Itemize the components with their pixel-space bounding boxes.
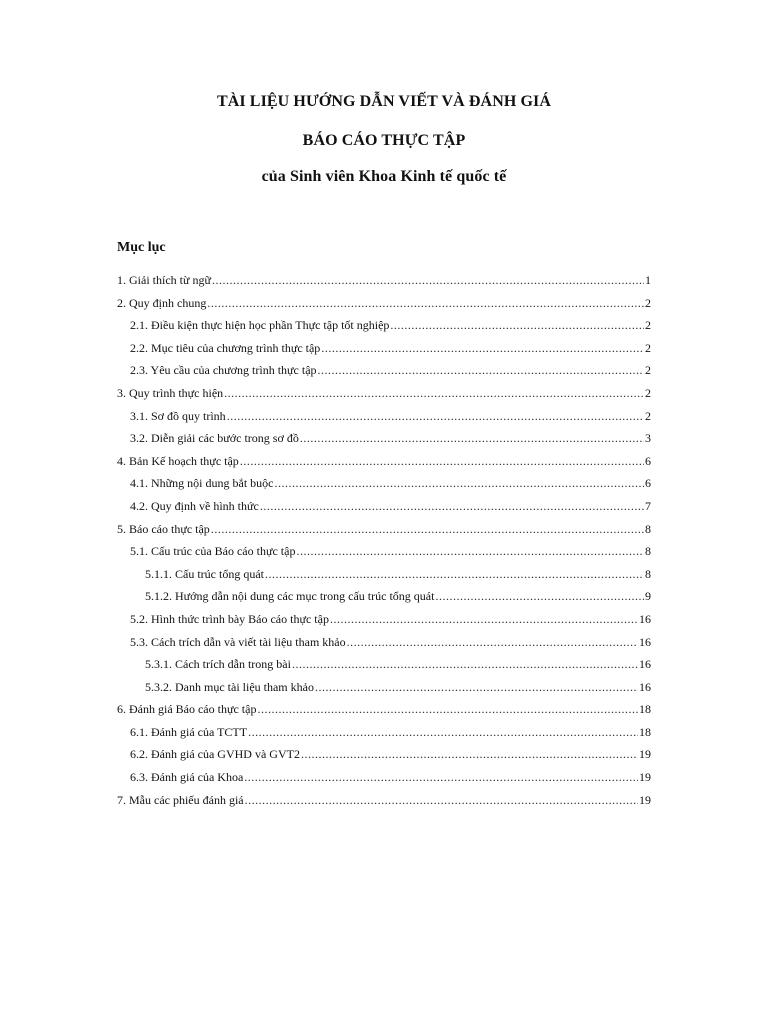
toc-entry[interactable] xyxy=(117,405,651,428)
toc-entry-label: 6.3. Đánh giá của Khoa xyxy=(130,770,244,785)
toc-entry[interactable] xyxy=(117,382,651,405)
toc-entry[interactable] xyxy=(117,563,651,586)
toc-entry-page: 7 xyxy=(645,498,651,513)
toc-entry-label: 4.2. Quy định về hình thức xyxy=(130,498,259,513)
toc-entry-page: 2 xyxy=(645,318,651,333)
toc-entry[interactable] xyxy=(117,585,651,608)
toc-entry[interactable] xyxy=(117,698,651,721)
toc-entry-page: 18 xyxy=(639,724,651,739)
toc-entry-label: 1. Giải thích từ ngữ xyxy=(117,273,211,287)
toc-entry-page: 16 xyxy=(639,634,651,649)
toc-entry-label: 6.2. Đánh giá của GVHD và GVT2 xyxy=(130,747,300,762)
toc-entry[interactable] xyxy=(117,766,651,789)
toc-entry[interactable] xyxy=(117,676,651,699)
toc-entry-page: 16 xyxy=(639,657,651,672)
toc-entry[interactable] xyxy=(117,721,651,744)
toc-entry-page: 8 xyxy=(645,566,651,581)
toc-entry-label: 5.3.2. Danh mục tài liệu tham khảo xyxy=(145,679,314,694)
toc-entry[interactable] xyxy=(117,743,651,766)
toc-entry-page: 2 xyxy=(645,340,651,355)
toc-entry-label: 5.1.1. Cấu trúc tổng quát xyxy=(145,566,264,581)
toc-entry[interactable] xyxy=(117,631,651,654)
toc-entry-label: 2.3. Yêu cầu của chương trình thực tập xyxy=(130,363,317,378)
toc-entry-page: 9 xyxy=(645,589,651,604)
toc-heading: Mục lục xyxy=(117,240,166,255)
toc-entry-page: 19 xyxy=(639,770,651,785)
toc-dot-leader xyxy=(224,382,644,405)
toc-dot-leader xyxy=(390,314,644,337)
toc-entry-page: 6 xyxy=(645,453,651,468)
toc-dot-leader xyxy=(244,766,638,789)
toc-entry[interactable] xyxy=(117,359,651,382)
toc-dot-leader xyxy=(318,359,644,382)
toc-entry-label: 3.2. Diễn giải các bước trong sơ đồ xyxy=(130,431,299,446)
toc-entry-label: 5.1.2. Hướng dẫn nội dung các mục trong cấu trúc tổng quát xyxy=(145,589,435,604)
toc-entry-page: 2 xyxy=(645,408,651,423)
toc-dot-leader xyxy=(211,518,644,541)
toc-entry[interactable] xyxy=(117,314,651,337)
toc-entry-label: 3.1. Sơ đồ quy trình xyxy=(130,408,226,423)
toc-entry-label: 2. Quy định chung xyxy=(117,295,207,310)
toc-entry-page: 8 xyxy=(645,521,651,536)
toc-dot-leader xyxy=(321,337,644,360)
toc-entry-label: 7. Mẫu các phiếu đánh giá xyxy=(117,792,244,807)
toc-entry[interactable] xyxy=(117,269,651,292)
toc-dot-leader xyxy=(300,427,644,450)
toc-entry-label: 3. Quy trình thực hiện xyxy=(117,385,224,400)
toc-entry-page: 2 xyxy=(645,363,651,378)
table-of-contents xyxy=(117,269,651,811)
toc-dot-leader xyxy=(347,631,638,654)
document-audience: của Sinh viên Khoa Kinh tế quốc tế xyxy=(261,168,507,185)
toc-entry-label: 5. Báo cáo thực tập xyxy=(117,521,210,536)
toc-entry-label: 6.1. Đánh giá của TCTT xyxy=(130,724,248,739)
toc-dot-leader xyxy=(301,743,638,766)
toc-dot-leader xyxy=(296,540,644,563)
toc-entry-page: 1 xyxy=(645,273,651,287)
toc-entry[interactable] xyxy=(117,540,651,563)
toc-entry[interactable] xyxy=(117,789,651,812)
toc-dot-leader xyxy=(240,450,644,473)
toc-dot-leader xyxy=(435,585,644,608)
toc-entry-page: 19 xyxy=(639,747,651,762)
toc-entry-page: 3 xyxy=(645,431,651,446)
toc-entry-label: 4. Bản Kế hoạch thực tập xyxy=(117,453,239,468)
toc-entry[interactable] xyxy=(117,472,651,495)
toc-entry[interactable] xyxy=(117,292,651,315)
toc-dot-leader xyxy=(257,698,638,721)
toc-entry-page: 16 xyxy=(639,679,651,694)
toc-entry-page: 2 xyxy=(645,295,651,310)
toc-dot-leader xyxy=(330,608,638,631)
toc-entry-label: 4.1. Những nội dung bắt buộc xyxy=(130,476,274,491)
toc-dot-leader xyxy=(207,292,644,315)
toc-entry-label: 2.2. Mục tiêu của chương trình thực tập xyxy=(130,340,321,355)
toc-entry[interactable] xyxy=(117,608,651,631)
toc-dot-leader xyxy=(260,495,644,518)
toc-dot-leader xyxy=(292,653,638,676)
toc-entry[interactable] xyxy=(117,337,651,360)
toc-dot-leader xyxy=(245,789,638,812)
toc-entry-page: 6 xyxy=(645,476,651,491)
toc-entry[interactable] xyxy=(117,653,651,676)
toc-entry-page: 8 xyxy=(645,544,651,559)
toc-entry-label: 5.3.1. Cách trích dẫn trong bài xyxy=(145,657,291,672)
document-title: TÀI LIỆU HƯỚNG DẪN VIẾT VÀ ĐÁNH GIÁ xyxy=(216,93,552,110)
toc-entry-page: 19 xyxy=(639,792,651,807)
toc-entry[interactable] xyxy=(117,518,651,541)
toc-dot-leader xyxy=(212,269,644,292)
toc-entry-label: 5.1. Cấu trúc của Báo cáo thực tập xyxy=(130,544,296,559)
toc-entry[interactable] xyxy=(117,450,651,473)
toc-dot-leader xyxy=(275,472,645,495)
toc-dot-leader xyxy=(227,405,644,428)
toc-entry-label: 5.3. Cách trích dẫn và viết tài liệu tham khảo xyxy=(130,634,346,649)
toc-entry-label: 5.2. Hình thức trình bày Báo cáo thực tập xyxy=(130,611,329,626)
toc-dot-leader xyxy=(315,676,638,699)
toc-entry-page: 16 xyxy=(639,611,651,626)
toc-entry-page: 2 xyxy=(645,385,651,400)
toc-entry[interactable] xyxy=(117,427,651,450)
toc-entry-label: 6. Đánh giá Báo cáo thực tập xyxy=(117,702,257,717)
toc-dot-leader xyxy=(248,721,638,744)
toc-entry-label: 2.1. Điều kiện thực hiện học phần Thực tập tốt nghiệp xyxy=(130,318,390,333)
document-subtitle: BÁO CÁO THỰC TẬP xyxy=(302,132,466,149)
toc-dot-leader xyxy=(265,563,644,586)
toc-entry-page: 18 xyxy=(639,702,651,717)
toc-entry[interactable] xyxy=(117,495,651,518)
